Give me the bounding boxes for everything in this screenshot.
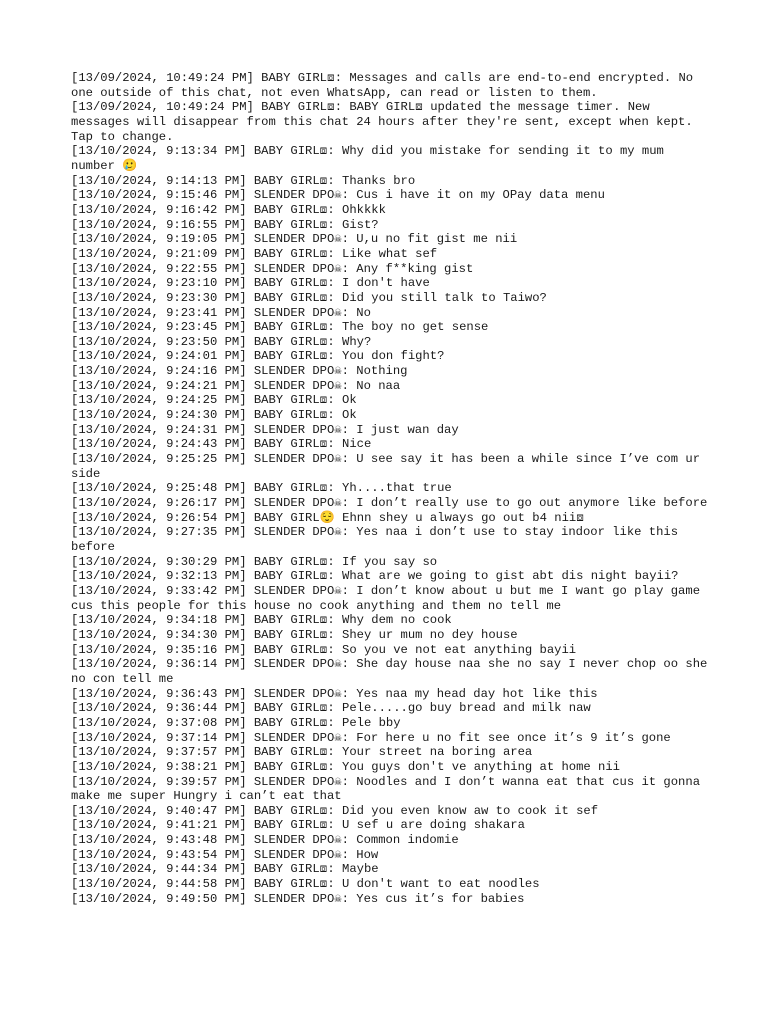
chat-line: [13/10/2024, 9:24:43 PM] BABY GIRL⧈: Nice — [71, 437, 372, 452]
chat-line: [13/10/2024, 9:24:21 PM] SLENDER DPO☠: No naa — [71, 378, 401, 393]
chat-line: [13/10/2024, 9:23:41 PM] SLENDER DPO☠: No — [71, 305, 371, 320]
chat-line: [13/10/2024, 9:32:13 PM] BABY GIRL⧈: What are we going to gist abt dis night bayii? — [71, 569, 679, 584]
chat-transcript — [71, 71, 715, 906]
chat-line: [13/10/2024, 9:37:08 PM] BABY GIRL⧈: Pele bby — [71, 715, 401, 730]
chat-line: [13/10/2024, 9:23:10 PM] BABY GIRL⧈: I don't have — [71, 276, 430, 291]
chat-line: [13/10/2024, 9:30:29 PM] BABY GIRL⧈: If you say so — [71, 554, 438, 569]
chat-line: [13/10/2024, 9:13:34 PM] BABY GIRL⧈: Why did you mistake for sending it to my mum number 🥲 — [71, 144, 672, 173]
chat-line: [13/10/2024, 9:44:58 PM] BABY GIRL⧈: U don't want to eat noodles — [71, 877, 540, 892]
chat-line: [13/10/2024, 9:36:43 PM] SLENDER DPO☠: Yes naa my head day hot like this — [71, 686, 598, 701]
chat-line: [13/10/2024, 9:37:57 PM] BABY GIRL⧈: Your street na boring area — [71, 745, 533, 760]
chat-line: [13/10/2024, 9:38:21 PM] BABY GIRL⧈: You guys don't ve anything at home nii — [71, 759, 620, 774]
chat-line: [13/10/2024, 9:34:18 PM] BABY GIRL⧈: Why dem no cook — [71, 613, 452, 628]
chat-line: [13/10/2024, 9:23:50 PM] BABY GIRL⧈: Why? — [71, 334, 372, 349]
chat-line: [13/10/2024, 9:40:47 PM] BABY GIRL⧈: Did you even know aw to cook it sef — [71, 803, 599, 818]
chat-line: [13/10/2024, 9:36:14 PM] SLENDER DPO☠: She day house naa she no say I never chop oo she no con tell me — [71, 657, 715, 686]
chat-line: [13/10/2024, 9:27:35 PM] SLENDER DPO☠: Yes naa i don’t use to stay indoor like this before — [71, 525, 686, 554]
chat-line: [13/10/2024, 9:34:30 PM] BABY GIRL⧈: Shey ur mum no dey house — [71, 627, 518, 642]
chat-line: [13/09/2024, 10:49:24 PM] BABY GIRL⧈: Messages and calls are end-to-end encrypted. No one outside of this chat, not even WhatsApp, can read or listen to them. — [71, 71, 701, 100]
chat-line: [13/10/2024, 9:16:42 PM] BABY GIRL⧈: Ohkkkk — [71, 202, 386, 217]
chat-line: [13/10/2024, 9:44:34 PM] BABY GIRL⧈: Maybe — [71, 862, 379, 877]
chat-line: [13/10/2024, 9:49:50 PM] SLENDER DPO☠: Yes cus it’s for babies — [71, 891, 525, 906]
chat-line: [13/10/2024, 9:24:16 PM] SLENDER DPO☠: Nothing — [71, 364, 408, 379]
chat-line: [13/10/2024, 9:36:44 PM] BABY GIRL⧈: Pele.....go buy bread and milk naw — [71, 701, 591, 716]
chat-line: [13/10/2024, 9:26:54 PM] BABY GIRL😌 Ehnn shey u always go out b4 nii⧈ — [71, 510, 584, 525]
chat-line: [13/10/2024, 9:43:54 PM] SLENDER DPO☠: How — [71, 847, 379, 862]
chat-line: [13/10/2024, 9:24:31 PM] SLENDER DPO☠: I just wan day — [71, 422, 459, 437]
chat-line: [13/10/2024, 9:41:21 PM] BABY GIRL⧈: U sef u are doing shakara — [71, 818, 525, 833]
chat-line: [13/10/2024, 9:23:45 PM] BABY GIRL⧈: The boy no get sense — [71, 320, 489, 335]
chat-line: [13/10/2024, 9:26:17 PM] SLENDER DPO☠: I don’t really use to go out anymore like before — [71, 496, 708, 511]
chat-line: [13/10/2024, 9:22:55 PM] SLENDER DPO☠: Any f**king gist — [71, 261, 474, 276]
chat-line: [13/10/2024, 9:33:42 PM] SLENDER DPO☠: I don’t know about u but me I want go play game cus this people for this house no cook anything and them no tell me — [71, 583, 708, 613]
chat-line: [13/10/2024, 9:25:25 PM] SLENDER DPO☠: U see say it has been a while since I’ve com ur side — [71, 452, 708, 481]
chat-line: [13/10/2024, 9:35:16 PM] BABY GIRL⧈: So you ve not eat anything bayii — [71, 642, 577, 657]
chat-line: [13/10/2024, 9:25:48 PM] BABY GIRL⧈: Yh....that true — [71, 481, 452, 496]
chat-line: [13/10/2024, 9:24:30 PM] BABY GIRL⧈: Ok — [71, 408, 357, 423]
chat-line: [13/10/2024, 9:19:05 PM] SLENDER DPO☠: U,u no fit gist me nii — [71, 232, 518, 247]
chat-line: [13/10/2024, 9:21:09 PM] BABY GIRL⧈: Like what sef — [71, 246, 438, 261]
chat-line: [13/10/2024, 9:14:13 PM] BABY GIRL⧈: Thanks bro — [71, 173, 416, 188]
chat-line: [13/10/2024, 9:24:25 PM] BABY GIRL⧈: Ok — [71, 393, 357, 408]
chat-line: [13/10/2024, 9:37:14 PM] SLENDER DPO☠: For here u no fit see once it’s 9 it’s gone — [71, 730, 671, 745]
chat-line: [13/09/2024, 10:49:24 PM] BABY GIRL⧈: BABY GIRL⧈ updated the message timer. New messages will disappear from this chat 24 hours after they're sent, except when kept. Tap to change. — [71, 100, 700, 144]
chat-line: [13/10/2024, 9:39:57 PM] SLENDER DPO☠: Noodles and I don’t wanna eat that cus it gonna make me super Hungry i can’t eat that — [71, 774, 708, 804]
chat-line: [13/10/2024, 9:24:01 PM] BABY GIRL⧈: You don fight? — [71, 349, 445, 364]
chat-line: [13/10/2024, 9:15:46 PM] SLENDER DPO☠: Cus i have it on my OPay data menu — [71, 188, 605, 203]
chat-line: [13/10/2024, 9:16:55 PM] BABY GIRL⧈: Gist? — [71, 217, 379, 232]
chat-line: [13/10/2024, 9:23:30 PM] BABY GIRL⧈: Did you still talk to Taiwo? — [71, 290, 547, 305]
chat-line: [13/10/2024, 9:43:48 PM] SLENDER DPO☠: Common indomie — [71, 833, 459, 848]
